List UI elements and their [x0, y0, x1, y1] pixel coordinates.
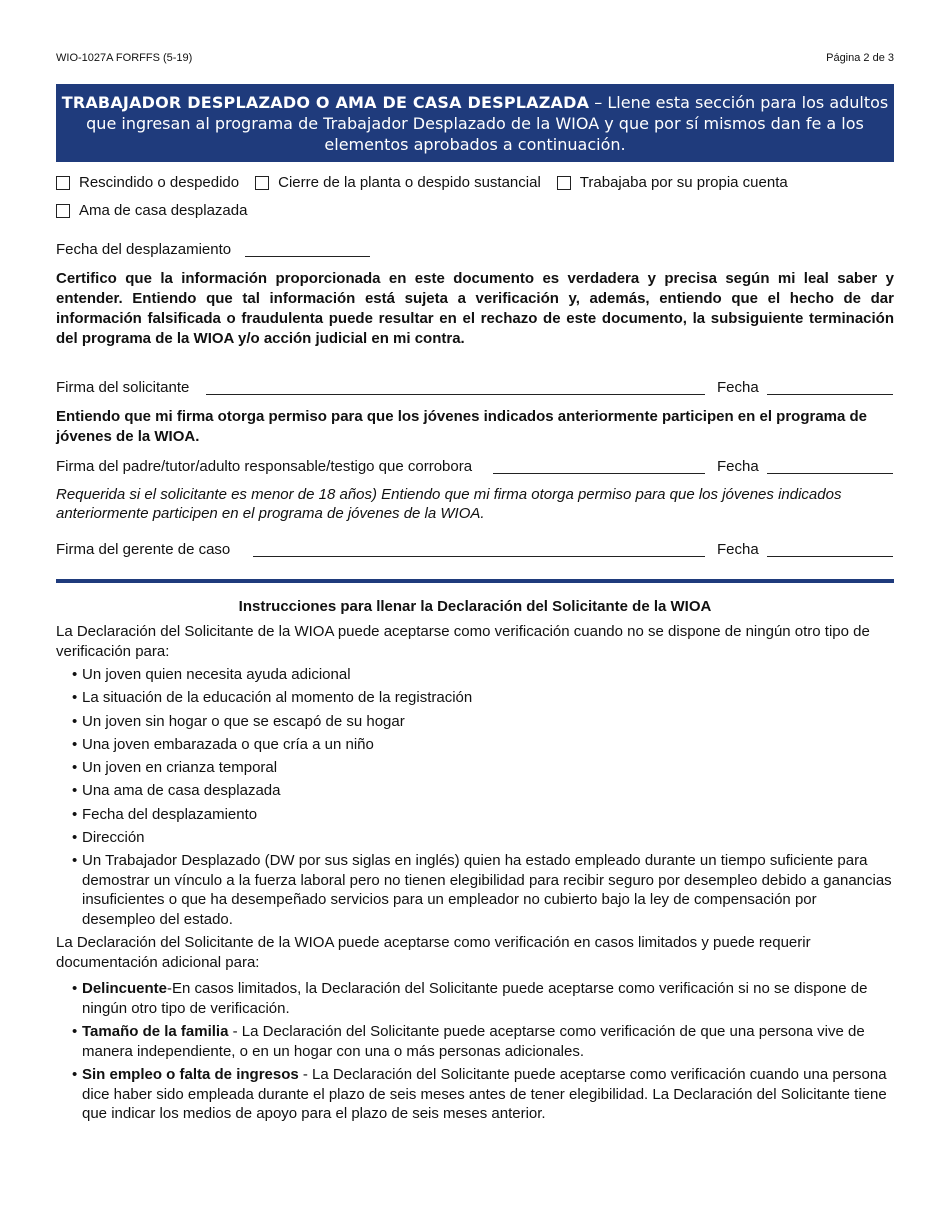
- section-banner: [56, 84, 894, 162]
- checkbox-square-icon[interactable]: [255, 176, 269, 190]
- firma-solicitante-field[interactable]: [206, 394, 705, 395]
- instructions-title: Instrucciones para llenar la Declaración del Solicitante de la WIOA: [238, 598, 712, 615]
- fecha-desplazamiento-field[interactable]: [245, 256, 370, 257]
- permiso-jovenes-text: Entiendo que mi firma otorga permiso para que los jóvenes indicados anteriormente participen en el programa de jóvenes de la WIOA.: [56, 408, 868, 445]
- list-item: [72, 979, 894, 1018]
- list-item: • Un Trabajador Desplazado (DW por sus siglas en inglés) quien ha estado empleado durante un tiempo suficiente para demostrar un vínculo a la fuerza laboral pero no tienen elegibilidad para recibir seguro por desempleo debido a ganancias insuficientes o que ha desempeñado servicios para un empleador no cubierto bajo la ley de compensación por desempleo del estado.: [72, 851, 894, 929]
- firma-solicitante-label: Firma del solicitante: [56, 379, 190, 396]
- list-item: • Dirección: [72, 828, 894, 848]
- checkbox-rescindido[interactable]: [56, 174, 239, 191]
- checkbox-label: Ama de casa desplazada: [79, 202, 248, 219]
- list-item-text: -En casos limitados, la Declaración del Solicitante puede aceptarse como verificación si no se dispone de ningún otro tipo de verificación.: [82, 980, 868, 1017]
- fecha-gerente-field[interactable]: [767, 556, 893, 557]
- checkbox-row-1: [56, 174, 804, 191]
- list-item-term: Delincuente: [82, 980, 168, 997]
- checkbox-square-icon[interactable]: [56, 204, 70, 218]
- checkbox-label: Cierre de la planta o despido sustancial: [278, 174, 541, 191]
- list-item: • Un joven en crianza temporal: [72, 758, 894, 778]
- fecha-label: Fecha: [717, 379, 759, 396]
- list-item: • Una ama de casa desplazada: [72, 781, 894, 801]
- checkbox-square-icon[interactable]: [56, 176, 70, 190]
- checkbox-label: Trabajaba por su propia cuenta: [579, 174, 788, 191]
- requerida-text: Requerida si el solicitante es menor de 18 años) Entiendo que mi firma otorga permiso para que los jóvenes indicados anteriormente participen en el programa de jóvenes de la WIOA.: [56, 486, 842, 522]
- list-item: [72, 1065, 894, 1124]
- checkbox-label: Rescindido o despedido: [79, 174, 240, 191]
- list-item-term: Sin empleo o falta de ingresos: [82, 1066, 299, 1083]
- verification-list: [72, 665, 894, 933]
- fecha-label: Fecha: [717, 458, 759, 475]
- list-item-term: Tamaño de la familia: [82, 1023, 229, 1040]
- firma-padre-field[interactable]: [493, 473, 705, 474]
- list-item: • Fecha del desplazamiento: [72, 805, 894, 825]
- firma-gerente-field[interactable]: [253, 556, 705, 557]
- form-id: WIO-1027A FORFFS (5-19): [56, 52, 193, 64]
- instructions-intro-2: La Declaración del Solicitante de la WIOA puede aceptarse como verificación en casos limitados y puede requerir documentación adicional para:: [56, 934, 811, 971]
- checkbox-ama-casa[interactable]: [56, 202, 247, 219]
- section-divider: [56, 579, 894, 583]
- instructions-intro-1: La Declaración del Solicitante de la WIOA puede aceptarse como verificación cuando no se dispone de ningún otro tipo de verificación para:: [56, 623, 870, 660]
- checkbox-square-icon[interactable]: [557, 176, 571, 190]
- list-item: [72, 1022, 894, 1061]
- fecha-solicitante-field[interactable]: [767, 394, 893, 395]
- banner-title: TRABAJADOR DESPLAZADO O AMA DE CASA DESPLAZADA: [61, 93, 590, 112]
- checkbox-row-2: [56, 202, 263, 219]
- page-number: Página 2 de 3: [826, 52, 894, 64]
- firma-gerente-label: Firma del gerente de caso: [56, 541, 231, 558]
- certification-text: Certifico que la información proporcionada en este documento es verdadera y precisa según mi leal saber y entender. Entiendo que tal información está sujeta a verificación y, además, entiendo que el hecho de dar información falsificada o fraudulenta puede resultar en el rechazo de este documento, la subsiguiente terminación del programa de la WIOA y/o acción judicial en mi contra.: [56, 270, 894, 347]
- list-item-text: - La Declaración del Solicitante puede aceptarse como verificación cuando una persona dice haber sido empleada durante el plazo de seis meses antes de tener elegibilidad. La Declaración del Solicitante tiene que indicar los medios de apoyo para el plazo de seis meses anterior.: [82, 1066, 887, 1122]
- fecha-desplazamiento-label: Fecha del desplazamiento: [56, 241, 232, 258]
- list-item: • La situación de la educación al momento de la registración: [72, 688, 894, 708]
- limited-verification-list: [72, 979, 894, 1128]
- list-item: • Un joven quien necesita ayuda adicional: [72, 665, 894, 685]
- checkbox-cierre[interactable]: [255, 174, 541, 191]
- list-item: • Una joven embarazada o que cría a un niño: [72, 735, 894, 755]
- fecha-padre-field[interactable]: [767, 473, 893, 474]
- list-item-text: - La Declaración del Solicitante puede aceptarse como verificación de que una persona vive de manera independiente, o en un hogar con una o más personas adicionales.: [82, 1023, 865, 1060]
- checkbox-propia-cuenta[interactable]: [557, 174, 788, 191]
- banner-text: – Llene esta sección para los adultos que ingresan al programa de Trabajador Desplazado de la WIOA y que por sí mismos dan fe a los elementos aprobados a continuación.: [86, 93, 889, 154]
- fecha-label: Fecha: [717, 541, 759, 558]
- firma-padre-label: Firma del padre/tutor/adulto responsable/testigo que corrobora: [56, 458, 473, 475]
- list-item: • Un joven sin hogar o que se escapó de su hogar: [72, 712, 894, 732]
